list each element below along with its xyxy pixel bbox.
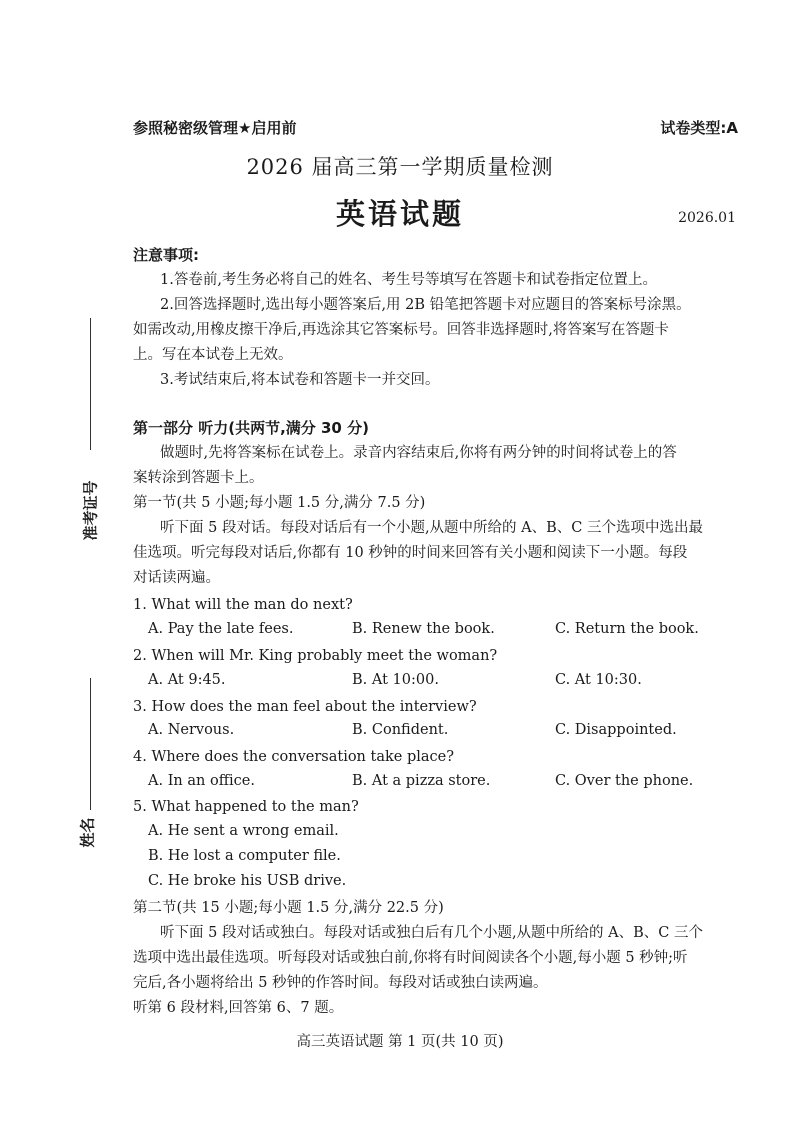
- note-line: 1.答卷前,考生务必将自己的姓名、考生号等填写在答题卡和试卷指定位置上。: [160, 272, 657, 288]
- subject-title: 英语试题: [335, 197, 464, 231]
- question-4: 4. Where does the conversation take place?: [133, 749, 454, 765]
- name-label: 姓名: [78, 817, 97, 848]
- note-line: 2.回答选择题时,选出每小题答案后,用 2B 铅笔把答题卡对应题目的答案标号涂黑。: [160, 297, 691, 313]
- section2-title: 第二节(共 15 小题;每小题 1.5 分,满分 22.5 分): [133, 900, 444, 916]
- section1-title: 第一节(共 5 小题;每小题 1.5 分,满分 7.5 分): [133, 495, 426, 511]
- section1-instruction: 对话读两遍。: [133, 570, 220, 586]
- paper-type: 试卷类型:A: [660, 119, 738, 137]
- section2-instruction: 听下面 5 段对话或独白。每段对话或独白后有几个小题,从题中所给的 A、B、C 三个: [160, 925, 703, 941]
- exam-title: 2026 届高三第一学期质量检测: [246, 155, 554, 179]
- q2-option-a: A. At 9:45.: [148, 672, 226, 688]
- part1-title: 第一部分 听力(共两节,满分 30 分): [133, 419, 369, 437]
- page-footer: 高三英语试题 第 1 页(共 10 页): [296, 1034, 504, 1050]
- exam-number-label: 准考证号: [81, 480, 100, 541]
- q5-option-a: A. He sent a wrong email.: [148, 823, 339, 839]
- section2-instruction: 完后,各小题将给出 5 秒钟的作答时间。每段对话或独白读两遍。: [133, 975, 548, 991]
- exam-number-line: [90, 318, 91, 450]
- note-line: 如需改动,用橡皮擦干净后,再选涂其它答案标号。回答非选择题时,将答案写在答题卡: [133, 322, 669, 338]
- question-2: 2. When will Mr. King probably meet the woman?: [133, 648, 498, 664]
- section2-material-note: 听第 6 段材料,回答第 6、7 题。: [133, 1000, 344, 1016]
- section1-instruction: 听下面 5 段对话。每段对话后有一个小题,从题中所给的 A、B、C 三个选项中选出最: [160, 520, 703, 536]
- exam-date: 2026.01: [678, 210, 736, 226]
- q1-option-c: C. Return the book.: [555, 621, 699, 637]
- note-line: 上。写在本试卷上无效。: [133, 347, 293, 363]
- part1-intro-line: 案转涂到答题卡上。: [133, 470, 264, 486]
- q2-option-c: C. At 10:30.: [555, 672, 642, 688]
- q3-option-a: A. Nervous.: [148, 722, 235, 738]
- part1-intro-line: 做题时,先将答案标在试卷上。录音内容结束后,你将有两分钟的时间将试卷上的答: [160, 445, 677, 461]
- note-line: 3.考试结束后,将本试卷和答题卡一并交回。: [160, 372, 440, 388]
- section2-instruction: 选项中选出最佳选项。听每段对话或独白前,你将有时间阅读各个小题,每小题 5 秒钟;听: [133, 950, 688, 966]
- q2-option-b: B. At 10:00.: [352, 672, 439, 688]
- q4-option-b: B. At a pizza store.: [352, 773, 491, 789]
- q5-option-c: C. He broke his USB drive.: [148, 873, 347, 889]
- confidentiality-label: 参照秘密级管理★启用前: [133, 119, 297, 137]
- q3-option-c: C. Disappointed.: [555, 722, 677, 738]
- q1-option-a: A. Pay the late fees.: [148, 621, 294, 637]
- section1-instruction: 佳选项。听完每段对话后,你都有 10 秒钟的时间来回答有关小题和阅读下一小题。每段: [133, 545, 688, 561]
- name-line: [90, 678, 91, 810]
- question-1: 1. What will the man do next?: [133, 597, 353, 613]
- q1-option-b: B. Renew the book.: [352, 621, 495, 637]
- question-3: 3. How does the man feel about the interview?: [133, 699, 477, 715]
- q4-option-a: A. In an office.: [148, 773, 255, 789]
- q4-option-c: C. Over the phone.: [555, 773, 694, 789]
- q5-option-b: B. He lost a computer file.: [148, 848, 341, 864]
- notes-title: 注意事项:: [133, 246, 199, 264]
- question-5: 5. What happened to the man?: [133, 799, 359, 815]
- q3-option-b: B. Confident.: [352, 722, 449, 738]
